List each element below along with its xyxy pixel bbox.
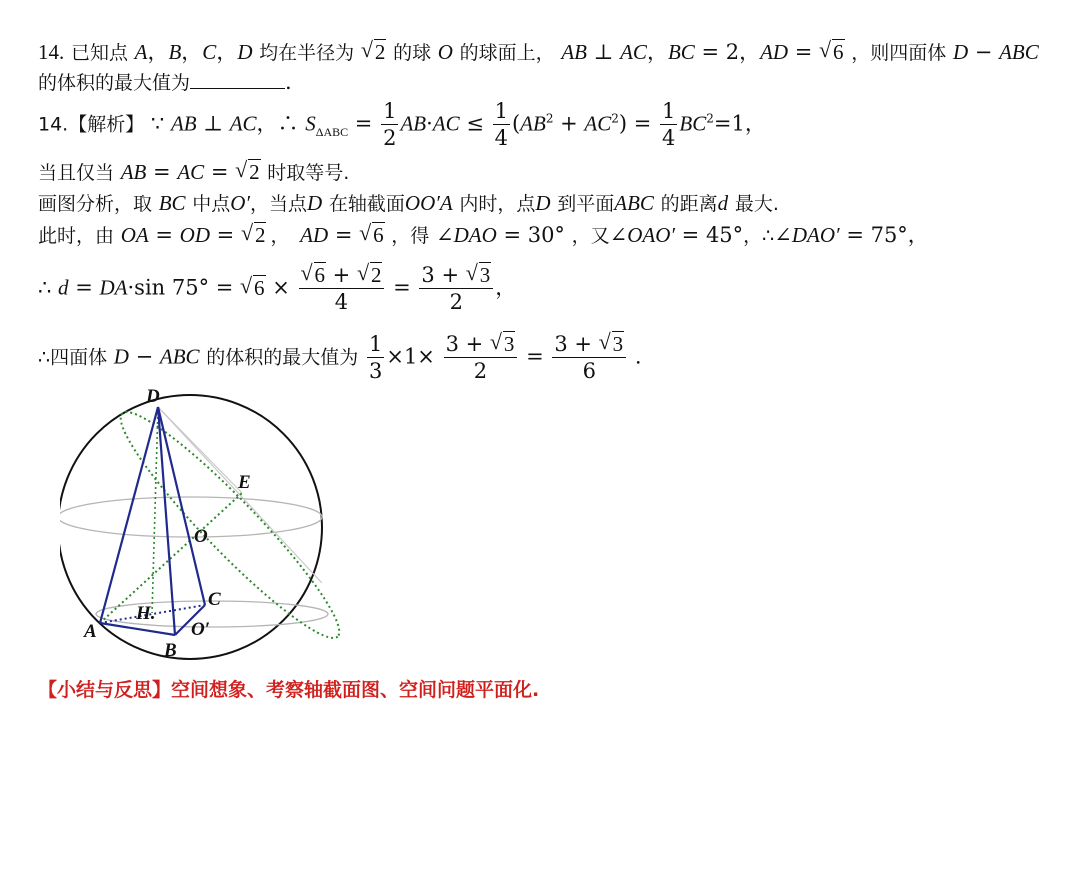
answer-blank <box>190 88 285 89</box>
edge-DA <box>100 407 158 623</box>
label-D: D <box>146 386 160 407</box>
solution-line2: 当且仅当 AB = AC = √ 2 时取等号. <box>38 157 350 184</box>
label-H: H. <box>136 603 156 624</box>
label-A: A <box>84 621 97 642</box>
sphere-tetrahedron-figure <box>60 385 350 665</box>
label-B: B <box>164 640 177 661</box>
summary-reflection: 【小结与反思】空间想象、考察轴截面图、空间问题平面化. <box>38 679 540 701</box>
solution-line5: ∴ d = DA·sin 75° = √ 6 × √ 6 + √ 2 4 = 3 + √ 3 2 ， <box>38 260 517 315</box>
solution-label: 14.【解析】 <box>38 113 145 136</box>
dotted-line-AE <box>100 493 242 623</box>
solution-line1: 14.【解析】 ∵ AB ⊥ AC，∴ $S_{\Delta ABC}$ = $\frac{1}{2}$ AB·AC ≤ $\frac{1}{4}$ $(AB^2 + AC^2)$ = $\frac{1}{4}$ $BC^2=1$， <box>38 99 766 151</box>
solution-line3: 画图分析，取 BC 中点O′，当点D 在轴截面OO′A 内时，点D 到平面ABC 的距离d 最大. <box>38 191 779 215</box>
height-line <box>152 407 158 613</box>
solution-line6: ∴四面体 D − ABC 的体积的最大值为 $\frac{1}{3}$ ×1× 3 + √ 3 2 = 3 + √ 3 6 . <box>38 329 642 384</box>
label-O-prime: O′ <box>191 619 211 640</box>
problem-number: 14. <box>38 40 65 64</box>
label-C: C <box>208 589 221 610</box>
problem-statement-line1: 14. 已知点 A，B，C，D 均在半径为 √ 2 的球 O 的球面上， AB ⊥ AC，BC = 2，AD = √ 6 ，则四面体 D − ABC <box>38 37 1039 64</box>
problem-statement-line2: 的体积的最大值为 . <box>38 70 292 94</box>
label-O: O <box>194 526 208 547</box>
equator-ellipse <box>60 497 322 537</box>
solution-line4: 此时，由 OA = OD = √ 2 ， AD = √ 6 ，得 ∠DAO = 30° ，又∠OAO′ = 45°，∴∠DAO′ = 75°， <box>38 220 929 247</box>
construction-line <box>158 407 242 493</box>
label-E: E <box>238 472 251 493</box>
construction-line <box>158 407 322 583</box>
